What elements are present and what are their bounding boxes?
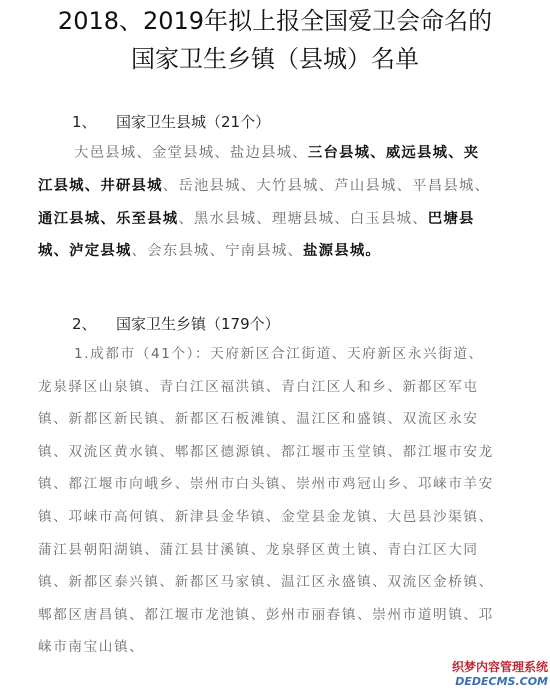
county-list-segment-bold: 盐源县城。: [303, 243, 382, 260]
section-2-town-list: 1.成都市（41个）：天府新区合江街道、天府新区永兴街道、龙泉驿区山泉镇、青白江区福洪镇、青白江区人和乡、新都区军屯镇、新都区新民镇、新都区石板滩镇、温江区和盛镇、双流区永安镇、双流区黄水镇、郫都区德源镇、都江堰市玉堂镇、都江堰市安龙镇、都江堰市向峨乡、崇州市白头镇、崇州市鸡冠山乡、邛崃市羊安镇、邛崃市高何镇、新津县金华镇、金堂县金龙镇、大邑县沙渠镇、蒲江县朝阳湖镇、蒲江县甘溪镇、龙泉驿区黄土镇、青白江区大同镇、新都区泰兴镇、新都区马家镇、温江区永盛镇、双流区金桥镇、郫都区唐昌镇、都江堰市龙池镇、彭州市丽春镇、崇州市道明镇、邛崃市南宝山镇、: [38, 346, 494, 656]
county-list-segment: 、会东县城、宁南县城、: [131, 243, 304, 260]
watermark-line-2: DEDECMS.COM: [455, 675, 548, 688]
site-watermark: [398, 660, 548, 690]
document-title-line-2: 国家卫生乡镇（县城）名单: [131, 45, 419, 73]
county-list-segment-bold: 三台县城、威远县城、夹江县城、井研县城: [38, 145, 480, 194]
section-1-number: 1、: [72, 113, 97, 131]
county-list-segment: 大邑县城、金堂县城、盐边县城、: [74, 145, 308, 161]
county-list-segment: 、黑水县城、理塘县城、白玉县城、: [178, 210, 428, 227]
section-1-county-list: [38, 137, 494, 268]
county-list-segment-bold: 通江县城、乐至县城: [38, 210, 179, 227]
county-list-segment: 、岳池县城、大竹县城、芦山县城、平昌县城、: [162, 177, 491, 194]
section-1-title: 国家卫生县城（21个）: [116, 113, 271, 131]
section-2-heading: [72, 314, 280, 334]
section-2-title: 国家卫生乡镇（179个）: [116, 315, 280, 333]
section-1-heading: [72, 112, 270, 132]
watermark-line-1: 织梦内容管理系统: [451, 660, 548, 674]
document-title-line-1: 2018、2019年拟上报全国爱卫会命名的: [57, 7, 493, 35]
section-2-number: 2、: [72, 315, 97, 333]
county-list-segment-bold: 巴塘县城、泸定县城: [38, 210, 475, 260]
